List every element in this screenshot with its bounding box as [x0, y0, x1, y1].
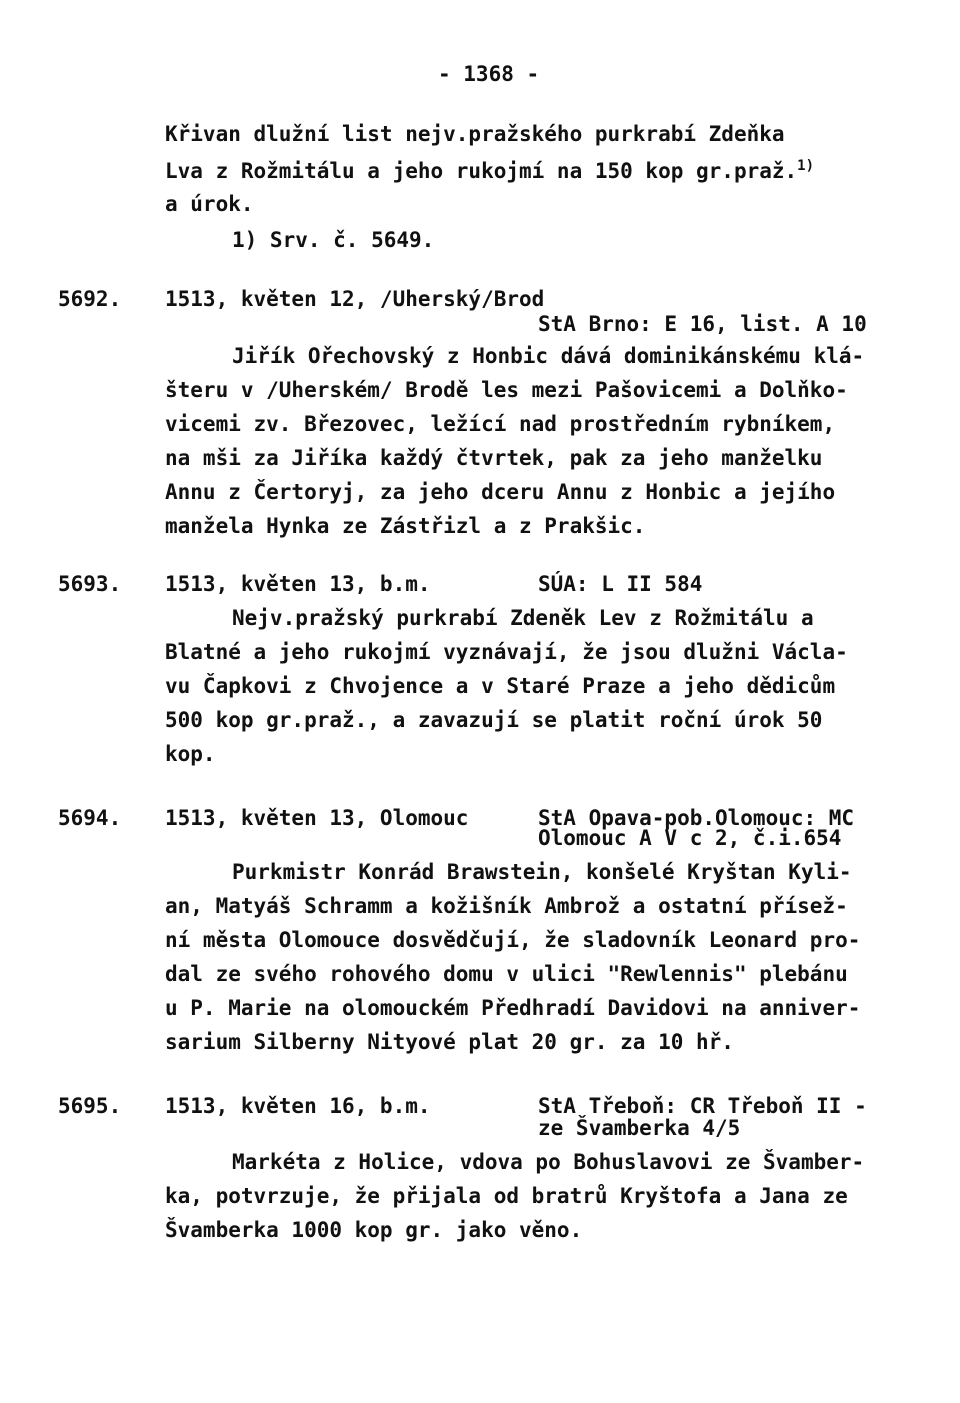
entry-body-line: na mši za Jiříka každý čtvrtek, pak za jeho manželku — [165, 446, 823, 470]
entry-body-line: Blatné a jeho rukojmí vyznávají, že jsou dlužni Václa- — [165, 640, 848, 664]
entry-body-line: vicemi zv. Březovec, ležící nad prostředním rybníkem, — [165, 412, 836, 436]
entry-archive: StA Opava-pob.Olomouc: MC — [538, 806, 855, 830]
entry-archive: Olomouc A V c 2, č.i.654 — [538, 826, 842, 850]
entry-body-line: ka, potvrzuje, že přijala od bratrů Kryštofa a Jana ze — [165, 1184, 848, 1208]
entry-body-line: manžela Hynka ze Zástřizl a z Prakšic. — [165, 514, 646, 538]
entry-body-line: vu Čapkovi z Chvojence a v Staré Praze a jeho dědicům — [165, 674, 836, 698]
entry-heading: 1513, květen 13, b.m. — [165, 572, 431, 596]
entry-archive: StA Brno: E 16, list. A 10 — [538, 312, 867, 336]
entry-body-line: kop. — [165, 742, 216, 766]
entry-heading: 1513, květen 13, Olomouc — [165, 806, 469, 830]
entry-body-line: 500 kop gr.praž., a zavazují se platit roční úrok 50 — [165, 708, 823, 732]
entry-heading: 1513, květen 12, /Uherský/Brod — [165, 287, 545, 311]
entry-number: 5695. — [58, 1094, 122, 1118]
entry-archive: ze Švamberka 4/5 — [538, 1116, 741, 1140]
footnote: 1) Srv. č. 5649. — [232, 228, 435, 252]
footnote-mark: 1) — [797, 158, 815, 174]
entry-number: 5692. — [58, 287, 122, 311]
entry-archive: SÚA: L II 584 — [538, 572, 703, 596]
intro-line: a úrok. — [165, 192, 254, 216]
entry-body-line: ní města Olomouce dosvědčují, že sladovník Leonard pro- — [165, 928, 861, 952]
page-number: - 1368 - — [438, 62, 540, 86]
entry-heading: 1513, květen 16, b.m. — [165, 1094, 431, 1118]
intro-line-text: Lva z Rožmitálu a jeho rukojmí na 150 kop gr.praž. — [165, 159, 798, 183]
entry-body-line: dal ze svého rohového domu v ulici "Rewlennis" plebánu — [165, 962, 848, 986]
entry-body-line: an, Matyáš Schramm a kožišník Ambrož a ostatní přísež- — [165, 894, 848, 918]
entry-number: 5694. — [58, 806, 122, 830]
entry-archive: StA Třeboň: CR Třeboň II - — [538, 1094, 867, 1118]
entry-body-line: Purkmistr Konrád Brawstein, konšelé Kryštan Kyli- — [232, 860, 852, 884]
entry-body-line: Markéta z Holice, vdova po Bohuslavovi ze Švamber- — [232, 1150, 865, 1174]
entry-body-line: Jiřík Ořechovský z Honbic dává dominikánskému klá- — [232, 344, 865, 368]
entry-body-line: sarium Silberny Nityové plat 20 gr. za 10 hř. — [165, 1030, 734, 1054]
entry-body-line: Nejv.pražský purkrabí Zdeněk Lev z Rožmitálu a — [232, 606, 814, 630]
entry-body-line: Annu z Čertoryj, za jeho dceru Annu z Honbic a jejího — [165, 480, 836, 504]
intro-line — [165, 159, 814, 182]
entry-body-line: u P. Marie na olomouckém Předhradí Davidovi na anniver- — [165, 996, 861, 1020]
entry-number: 5693. — [58, 572, 122, 596]
entry-body-line: šteru v /Uherském/ Brodě les mezi Pašovicemi a Dolňko- — [165, 378, 848, 402]
intro-line: Křivan dlužní list nejv.pražského purkrabí Zdeňka — [165, 122, 785, 146]
entry-body-line: Švamberka 1000 kop gr. jako věno. — [165, 1218, 583, 1242]
